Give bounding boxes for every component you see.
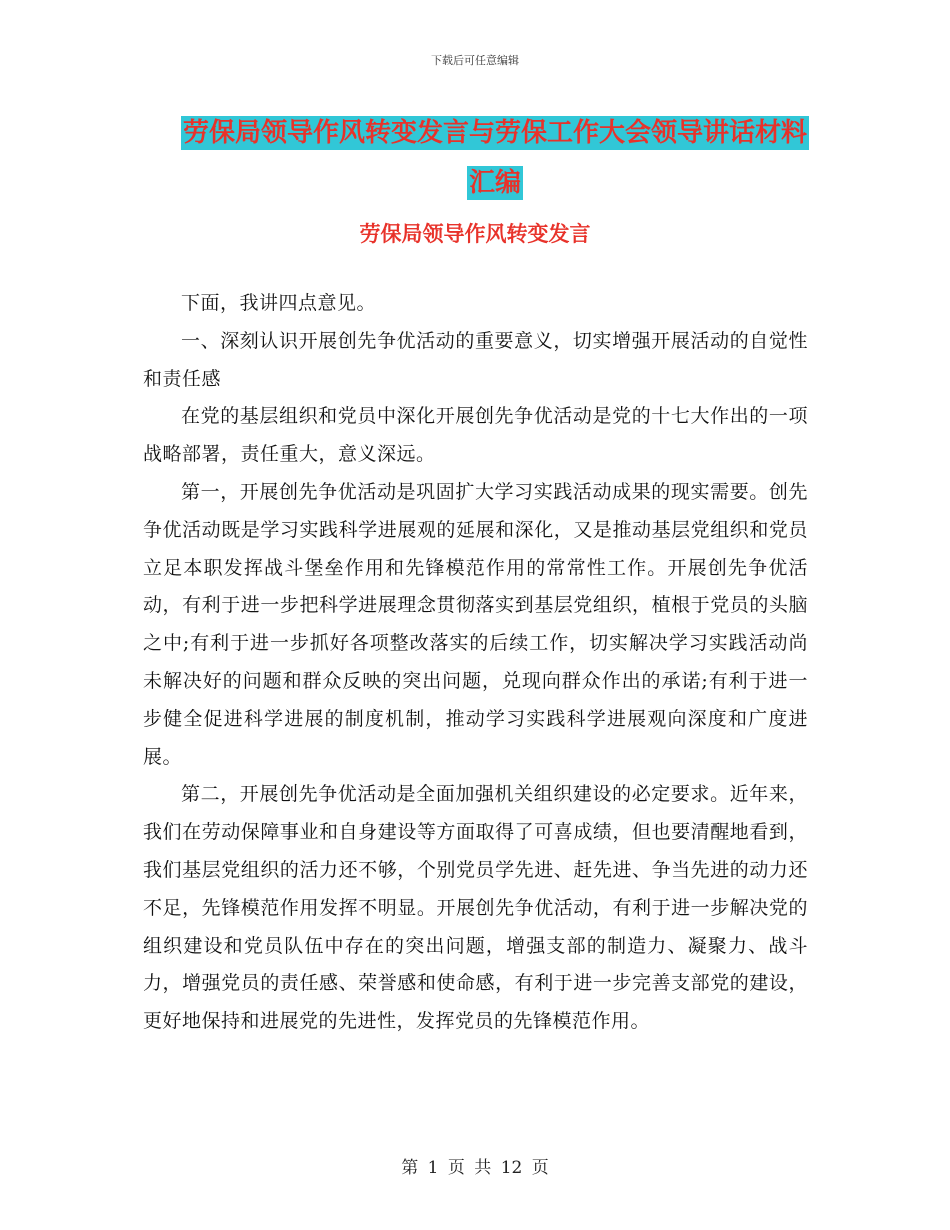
page-header-note: 下载后可任意编辑: [431, 54, 519, 67]
paragraph: 一、深刻认识开展创先争优活动的重要意义，切实增强开展活动的自觉性和责任感: [143, 329, 808, 390]
page-number: 第 1 页 共 12 页: [401, 1158, 549, 1178]
document-title-text: 劳保局领导作风转变发言与劳保工作大会领导讲话材料汇编: [182, 118, 807, 198]
paragraph: 下面，我讲四点意见。: [181, 292, 377, 314]
document-title: [180, 108, 810, 208]
section-title: 劳保局领导作风转变发言: [359, 222, 591, 246]
paragraph: 在党的基层组织和党员中深化开展创先争优活动是党的十七大作出的一项战略部署，责任重大，意义深远。: [143, 405, 808, 466]
paragraph: 第二，开展创先争优活动是全面加强机关组织建设的必定要求。近年来，我们在劳动保障事业和自身建设等方面取得了可喜成绩，但也要清醒地看到，我们基层党组织的活力还不够，个别党员学先进、赶先进、争当先进的动力还不足，先锋模范作用发挥不明显。开展创先争优活动，有利于进一步解决党的组织建设和党员队伍中存在的突出问题，增强支部的制造力、凝聚力、战斗力，增强党员的责任感、荣誉感和使命感，有利于进一步完善支部党的建设，更好地保持和进展党的先进性，发挥党员的先锋模范作用。: [143, 783, 808, 1033]
document-body: [143, 285, 808, 1041]
paragraph: 第一，开展创先争优活动是巩固扩大学习实践活动成果的现实需要。创先争优活动既是学习实践科学进展观的延展和深化，又是推动基层党组织和党员立足本职发挥战斗堡垒作用和先锋模范作用的常常性工作。开展创先争优活动，有利于进一步把科学进展理念贯彻落实到基层党组织，植根于党员的头脑之中;有利于进一步抓好各项整改落实的后续工作，切实解决学习实践活动尚未解决好的问题和群众反映的突出问题，兑现向群众作出的承诺;有利于进一步健全促进科学进展的制度机制，推动学习实践科学进展观向深度和广度进展。: [143, 480, 808, 768]
